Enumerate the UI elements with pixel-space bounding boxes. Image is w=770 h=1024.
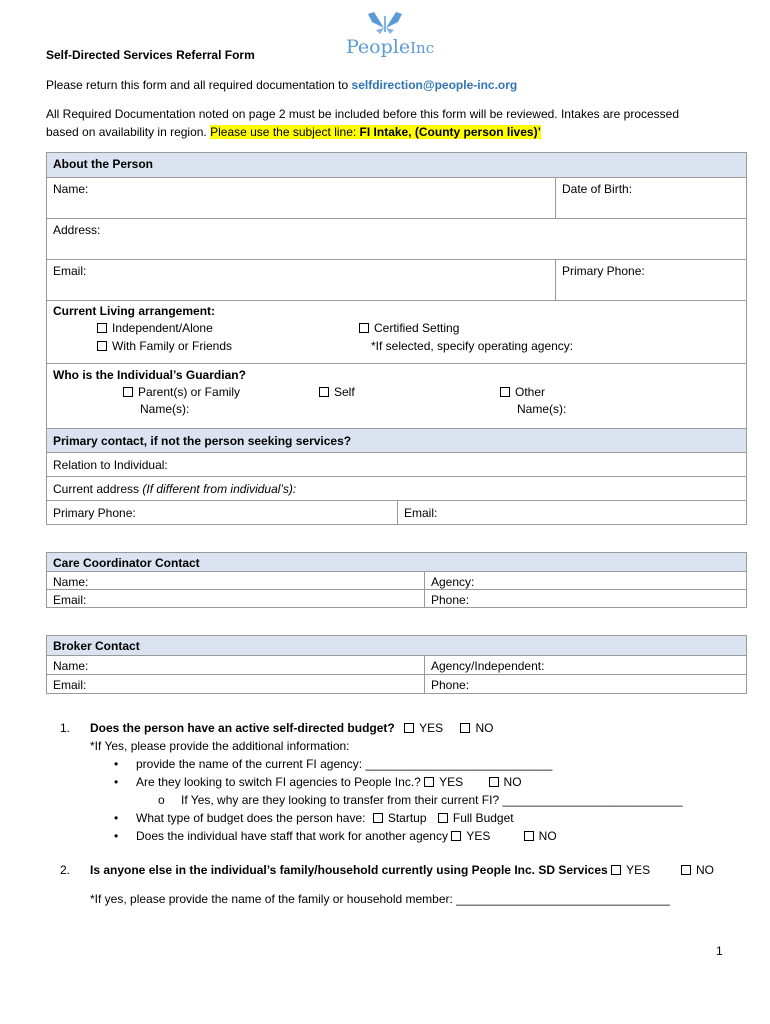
sub-bullet-icon: o [158,793,165,807]
q1-staff-yes-label: YES [466,829,491,843]
broker-phone-label: Phone: [431,678,470,692]
required-doc-line2 [46,125,541,139]
q2-note: *If yes, please provide the name of the family or household member: ________________________________ [90,892,670,906]
q1-switch-yes-option[interactable] [424,775,463,789]
pc-phone-label: Primary Phone: [53,506,136,520]
q1-line [90,721,493,735]
about-person-table [46,152,747,525]
checkbox[interactable] [404,723,414,733]
relation-field[interactable] [47,456,746,476]
cc-email-row [47,589,746,607]
broker-email-label: Email: [53,678,87,692]
care-coordinator-table [46,552,747,608]
checkbox[interactable] [359,323,369,333]
guardian-row [47,363,746,428]
q1-startup-option[interactable] [373,811,427,825]
broker-name-label: Name: [53,659,89,673]
dob-field[interactable] [556,180,746,218]
q1-yes-option[interactable] [404,721,443,735]
dob-label: Date of Birth: [562,182,633,196]
q1-no-option[interactable] [460,721,493,735]
cc-name-field[interactable] [47,573,424,589]
broker-name-row [47,655,746,674]
q2-yes-option[interactable] [611,863,650,877]
q1-transfer-reason: If Yes, why are they looking to transfer from their current FI? ___________________________ [181,793,683,807]
name-dob-row [47,177,746,218]
cc-agency-label: Agency: [431,575,475,589]
q1-bullet-switch [136,775,522,789]
guardian-parent-names: Name(s): [140,402,190,416]
about-header-row [47,153,746,177]
living-arrangement-row [47,300,746,363]
q1-staff-yes-option[interactable] [451,829,490,843]
email-phone-row [47,259,746,300]
broker-email-field[interactable] [47,676,424,693]
guardian-parent-option[interactable] [123,385,240,399]
checkbox[interactable] [424,777,434,787]
pc-email-field[interactable] [398,504,738,524]
broker-name-field[interactable] [47,657,424,674]
email-field[interactable] [47,262,555,300]
name-field[interactable] [47,180,555,218]
q1-no-label: NO [475,721,494,735]
return-instructions [46,78,517,92]
address-field[interactable] [47,221,746,259]
return-email-link[interactable]: selfdirection@people-inc.org [351,78,518,92]
q1-bullet-budget-type [136,811,514,825]
required-doc-line1: All Required Documentation noted on page 2 must be included before this form will be reviewed. Intakes are processed [46,107,680,121]
bullet-icon: • [114,757,119,771]
logo-text-suffix: Inc [410,39,435,57]
cc-name-label: Name: [53,575,89,589]
q1-full-budget-label: Full Budget [452,811,514,825]
broker-agency-field[interactable] [425,657,745,674]
living-certified-note: *If selected, specify operating agency: [371,339,574,353]
guardian-other-names: Name(s): [517,402,567,416]
guardian-label: Who is the Individual’s Guardian? [53,368,246,382]
guardian-self-option[interactable] [319,385,355,399]
broker-table [46,635,747,694]
living-family-option[interactable] [97,339,232,353]
q1-note: *If Yes, please provide the additional information: [90,739,350,753]
q1-switch-yes-label: YES [439,775,464,789]
q1-switch-no-label: NO [503,775,522,789]
checkbox[interactable] [123,387,133,397]
living-independent-option[interactable] [97,321,213,335]
pc-phone-email-row [47,500,746,524]
living-label: Current Living arrangement: [53,304,216,318]
current-address-label: Current address [53,482,143,496]
primary-contact-header-row [47,428,746,452]
people-inc-logo [344,8,434,60]
checkbox[interactable] [97,323,107,333]
living-family-label: With Family or Friends [112,339,233,353]
bullet-icon: • [114,829,119,843]
pc-email-label: Email: [404,506,438,520]
address-label: Address: [53,223,101,237]
return-text: Please return this form and all required documentation to [46,78,352,92]
q2-no-label: NO [696,863,714,877]
broker-email-row [47,674,746,693]
living-certified-label: Certified Setting [374,321,460,335]
broker-header-row [47,636,746,655]
checkbox[interactable] [611,865,621,875]
guardian-other-label: Other [515,385,546,399]
broker-agency-label: Agency/Independent: [431,659,545,673]
relation-label: Relation to Individual: [53,458,168,472]
q2-text: Is anyone else in the individual’s family/household currently using People Inc. SD Services [90,863,608,877]
q1-number: 1. [60,721,71,735]
primary-phone-field[interactable] [556,262,746,300]
broker-header: Broker Contact [53,639,140,653]
q2-number: 2. [60,863,71,877]
subject-bold: FI Intake, (County person lives)’ [359,125,541,139]
checkbox[interactable] [500,387,510,397]
q1-switch-text: Are they looking to switch FI agencies to People Inc.? [136,775,421,789]
q1-startup-label: Startup [387,811,427,825]
current-address-field[interactable] [47,480,746,500]
living-independent-label: Independent/Alone [112,321,213,335]
form-title: Self-Directed Services Referral Form [46,48,255,62]
living-certified-option[interactable] [359,321,459,335]
phone-label: Primary Phone: [562,264,645,278]
q1-switch-no-option[interactable] [489,775,522,789]
cc-email-field[interactable] [47,591,424,607]
subject-line-note [210,125,541,139]
checkbox[interactable] [451,831,461,841]
q1-staff-no-label: NO [538,829,557,843]
butterfly-icon [344,8,434,38]
broker-phone-field[interactable] [425,676,745,693]
checkbox[interactable] [97,341,107,351]
primary-contact-header: Primary contact, if not the person seeking services? [53,434,352,448]
bullet-icon: • [114,811,119,825]
q1-staff-text: Does the individual have staff that work for another agency [136,829,448,843]
current-address-note: (If different from individual’s): [142,482,297,496]
q1-budget-type-text: What type of budget does the person have: [136,811,366,825]
checkbox[interactable] [373,813,383,823]
pc-phone-field[interactable] [47,504,397,524]
current-address-row [47,476,746,500]
checkbox[interactable] [460,723,470,733]
q1-yes-label: YES [419,721,444,735]
checkbox[interactable] [489,777,499,787]
required-doc-line2-text: based on availability in region. [46,125,211,139]
cc-phone-label: Phone: [431,593,470,607]
cc-name-row [47,571,746,589]
subject-prefix: Please use the subject line: [210,125,360,139]
cc-phone-field[interactable] [425,591,745,607]
q1-staff-no-option[interactable] [524,829,557,843]
q1-text: Does the person have an active self-directed budget? [90,721,395,735]
cc-email-label: Email: [53,593,87,607]
checkbox[interactable] [319,387,329,397]
logo-text-main: People [346,36,411,58]
page-number: 1 [716,944,723,958]
email-label: Email: [53,264,87,278]
q1-bullet-fi-agency: provide the name of the current FI agency: ____________________________ [136,757,553,771]
checkbox[interactable] [524,831,534,841]
address-row [47,218,746,259]
checkbox[interactable] [681,865,691,875]
relation-row [47,452,746,476]
cc-agency-field[interactable] [425,573,745,589]
bullet-icon: • [114,775,119,789]
guardian-parent-label: Parent(s) or Family [138,385,241,399]
checkbox[interactable] [438,813,448,823]
guardian-other-option[interactable] [500,385,545,399]
cc-header: Care Coordinator Contact [53,556,200,570]
q2-line [90,863,650,877]
q2-no-option[interactable] [681,863,714,877]
cc-header-row [47,553,746,571]
about-header: About the Person [53,157,154,171]
q1-full-budget-option[interactable] [438,811,514,825]
q1-bullet-staff [136,829,557,843]
q2-yes-label: YES [626,863,651,877]
name-label: Name: [53,182,89,196]
guardian-self-label: Self [334,385,355,399]
